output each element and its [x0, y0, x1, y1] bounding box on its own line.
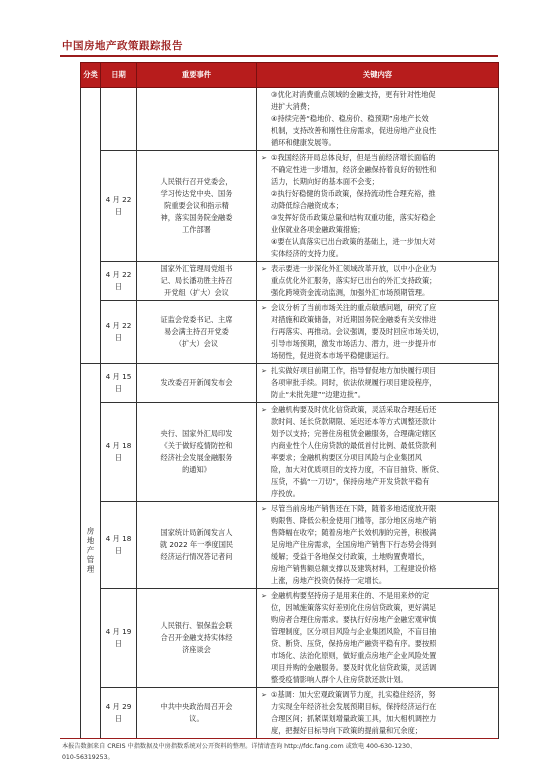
- event-line: 国家外汇管理局党组书: [160, 264, 233, 273]
- content-line: 整受疫情影响人群个人住房贷款还款计划。: [271, 675, 408, 684]
- content-block: [261, 404, 494, 500]
- content-line: ④持续完善“稳地价、稳房价、稳预期”房地产长效: [271, 114, 429, 123]
- content-line: 上涨，房地产投资仍保持一定增长。: [271, 576, 387, 585]
- event-line: 院重要会议和指示精: [164, 201, 229, 210]
- date-cell: 4 月 22 日: [101, 151, 137, 262]
- bullet-arrow-icon: ➢: [261, 367, 267, 375]
- content-line: 款时间、延长贷款期限、延迟还本等方式调整还款计: [271, 417, 437, 426]
- content-line: 引导市场预期，激发市场活力、潜力，进一步提升市: [271, 339, 437, 348]
- content-line: 内商业性个人住房贷款的最低首付比例、最低贷款利: [271, 441, 437, 450]
- content-line: 业保就业各项金融政策措施；: [271, 225, 365, 234]
- category-cell: 房地产管理: [81, 364, 101, 739]
- event-line: 经济运行情况答记者问: [160, 552, 233, 561]
- event-line: 央行、国家外汇局印发: [160, 429, 233, 438]
- content-line: ②执行好稳健的货币政策，保持流动性合理充裕，推: [271, 189, 436, 198]
- content-line: 防止“未批先建”“边建边批”。: [271, 390, 365, 399]
- content-line: 合理区间；抓紧谋划增量政策工具，加大相机调控力: [271, 714, 437, 723]
- content-line: 市场化、法治化原则，做好重点房地产企业风险处置: [271, 651, 437, 660]
- content-line: ①基调：加大宏观政策调节力度，扎实稳住经济，努: [271, 690, 436, 699]
- footer-line: 本报告数据来自 CREIS 中指数据及中房指数系统对公开资料的整理。详情请查询 http://fdc.fang.com 或致电 400-630-1230、: [62, 743, 417, 750]
- content-cell: [257, 502, 499, 589]
- content-line: 管理制度，区分项目风险与企业集团风险，不盲目抽: [271, 627, 437, 636]
- event-line: 国家统计局新闻发言人: [160, 528, 233, 537]
- content-line: 险，加大对优质项目的支持力度，不盲目抽贷、断贷、: [271, 465, 444, 474]
- table-row: [81, 502, 499, 589]
- content-line: 实体经济的支持力度。: [271, 249, 343, 258]
- content-line: 足房地产住房需求，全国房地产销售下行态势会得到: [271, 540, 437, 549]
- table-row: [81, 151, 499, 262]
- event-line: 议。: [189, 714, 204, 723]
- content-cell: [257, 262, 499, 301]
- column-header-event: 重要事件: [137, 63, 257, 88]
- content-line: 度，把握好目标导向下政策的提前量和冗余度；: [271, 726, 422, 735]
- content-cell: [257, 364, 499, 403]
- content-line: 表示要进一步深化外汇领域改革开放，以中小企业为: [271, 264, 437, 273]
- date-cell: [101, 88, 137, 151]
- table-row: [81, 403, 499, 502]
- content-line: 率要求；金融机构要区分项目风险与企业集团风: [271, 453, 422, 462]
- content-line: 金融机构要及时优化信贷政策，灵活采取合理延后还: [271, 405, 437, 414]
- table-header-row: [81, 63, 499, 88]
- content-line: 动降低综合融资成本；: [271, 201, 343, 210]
- bullet-arrow-icon: ➢: [261, 265, 267, 273]
- date-cell: 4 月 15 日: [101, 364, 137, 403]
- column-header-date: 日期: [101, 63, 137, 88]
- event-line: 记、局长潘功胜主持召: [160, 276, 233, 285]
- content-line: 各项审批手续。同时，依法依规履行项目建设程序，: [271, 378, 437, 387]
- column-header-content: 关键内容: [257, 63, 499, 88]
- event-cell: [137, 502, 257, 589]
- table-row: [81, 364, 499, 403]
- content-block: [261, 263, 494, 299]
- event-line: 工作部署: [182, 225, 211, 234]
- event-line: （扩大）会议: [174, 339, 219, 348]
- content-line: 活力，长期向好的基本面不会变；: [271, 177, 379, 186]
- bullet-arrow-icon: ➢: [261, 154, 267, 162]
- bullet-arrow-icon: ➢: [261, 505, 267, 513]
- content-line: 购限售、降低公积金使用门槛等，部分地区房地产销: [271, 516, 437, 525]
- event-line: 人民银行、银保监会联: [160, 621, 233, 630]
- content-cell: [257, 301, 499, 364]
- table-row: [81, 688, 499, 739]
- content-line: 售降幅在收窄；随着房地产长效机制的完善，积极满: [271, 528, 437, 537]
- header-divider: [60, 55, 498, 57]
- content-line: 贷、断贷、压贷，保持房地产融资平稳有序。要按照: [271, 639, 437, 648]
- event-line: 开党组（扩大）会议: [164, 288, 229, 297]
- content-block: [261, 302, 494, 362]
- content-line: 项目并购的金融服务。要及时优化信贷政策，灵活调: [271, 663, 437, 672]
- column-header-category: 分类: [81, 63, 101, 88]
- content-line: 扎实做好项目前期工作，指导督促地方加快履行项目: [271, 366, 437, 375]
- event-cell: [137, 688, 257, 739]
- event-cell: [137, 262, 257, 301]
- content-block: [261, 689, 494, 737]
- event-line: 《关于做好疫情防控和: [160, 441, 233, 450]
- category-cell-empty: [81, 88, 101, 364]
- table-row: [81, 301, 499, 364]
- event-line: 学习传达党中央、国务: [160, 189, 233, 198]
- content-line: 场韧性，促进资本市场平稳健康运行。: [271, 351, 394, 360]
- content-line: 循环和健康发展等。: [271, 138, 336, 147]
- report-title: 中国房地产政策跟踪报告: [62, 40, 183, 52]
- event-line: 神，落实国务院金融委: [160, 213, 233, 222]
- content-line: 对措施和政策储备，对近期国务院金融委有关安排进: [271, 315, 437, 324]
- content-block: [261, 365, 494, 401]
- event-cell: [137, 151, 257, 262]
- date-cell: 4 月 29 日: [101, 688, 137, 739]
- content-line: ④要在认真落实已出台政策的基础上，进一步加大对: [271, 237, 436, 246]
- bullet-arrow-icon: ➢: [261, 406, 267, 414]
- content-line: 力实现全年经济社会发展预期目标，保持经济运行在: [271, 702, 437, 711]
- content-line: 缓解；受益于各地保交付政策，土地购置费增长，: [271, 552, 430, 561]
- date-cell: 4 月 22 日: [101, 262, 137, 301]
- footer-line: 010-56319253。: [62, 754, 114, 761]
- content-line: ③优化对消费重点领域的金融支持，更有针对性地促: [271, 90, 436, 99]
- content-block: [261, 152, 494, 260]
- content-cell: [257, 688, 499, 739]
- content-line: 房地产销售额总额支撑以及建筑材料，工程建设价格: [271, 564, 437, 573]
- event-line: 易会满主持召开党委: [164, 327, 229, 336]
- content-line: 金融机构要坚持房子是用来住的、不是用来炒的定: [271, 591, 430, 600]
- event-line: 人民银行召开党委会，: [160, 177, 233, 186]
- content-line: ①我国经济开局总体良好，但是当前经济增长面临的: [271, 153, 436, 162]
- event-cell: [137, 364, 257, 403]
- content-line: 行再落实、再推动。会议强调，要及时回应市场关切，: [271, 327, 444, 336]
- event-cell: [137, 301, 257, 364]
- event-cell: [137, 589, 257, 688]
- content-line: 重点优化外汇服务，落实好已出台的外汇支持政策；: [271, 276, 437, 285]
- content-cell: [257, 151, 499, 262]
- content-line: 位，因城施策落实好差别化住房信贷政策，更好满足: [271, 603, 437, 612]
- content-cell: [257, 403, 499, 502]
- content-line: 不确定性进一步增加，经济金融保持着良好的韧性和: [271, 165, 437, 174]
- footer-note: [62, 741, 502, 763]
- table-row: [81, 262, 499, 301]
- content-block: [261, 590, 494, 686]
- event-line: 证监会党委书记、主席: [160, 315, 233, 324]
- bullet-arrow-icon: ➢: [261, 304, 267, 312]
- content-line: 压贷，不搞“一刀切”，保持房地产开发贷款平稳有: [271, 477, 430, 486]
- event-line: 合召开金融支持实体经: [160, 633, 233, 642]
- content-line: 购房者合理住房需求。要执行好房地产金融宏观审慎: [271, 615, 437, 624]
- content-line: 尽管当前房地产销售还在下降，随着多地适度放开限: [271, 504, 437, 513]
- bullet-arrow-icon: ➢: [261, 592, 267, 600]
- event-line: 就 2022 年一季度国民: [159, 540, 234, 549]
- date-cell: 4 月 18 日: [101, 502, 137, 589]
- content-line: 会议分析了当前市场关注的重点敏感问题，研究了应: [271, 303, 437, 312]
- content-block: [261, 503, 494, 587]
- event-cell: [137, 403, 257, 502]
- date-cell: 4 月 19 日: [101, 589, 137, 688]
- content-line: 强化跨境资金流动监测，加强外汇市场预期管理。: [271, 288, 430, 297]
- content-cell: [257, 88, 499, 151]
- table-row: [81, 88, 499, 151]
- event-line: 发改委召开新闻发布会: [160, 378, 233, 387]
- event-line: 经济社会发展金融服务: [160, 453, 233, 462]
- date-cell: 4 月 22 日: [101, 301, 137, 364]
- table-row: [81, 589, 499, 688]
- content-cell: [257, 589, 499, 688]
- content-line: 划予以支持；完善住房租赁金融服务，合理确定辖区: [271, 429, 437, 438]
- bullet-arrow-icon: ➢: [261, 691, 267, 699]
- content-line: 序投放。: [271, 489, 300, 498]
- content-line: 进扩大消费；: [271, 102, 315, 111]
- content-line: ③发挥好货币政策总量和结构双重功能，落实好稳企: [271, 213, 436, 222]
- event-line: 的通知》: [182, 465, 211, 474]
- policy-table: [80, 62, 499, 739]
- content-block: [261, 89, 494, 149]
- content-line: 机制，支持改善和刚性住房需求，促进房地产业良性: [271, 126, 437, 135]
- event-line: 中共中央政治局召开会: [160, 702, 233, 711]
- footer-divider: [60, 738, 498, 739]
- event-line: 济座谈会: [182, 645, 211, 654]
- event-cell: [137, 88, 257, 151]
- date-cell: 4 月 18 日: [101, 403, 137, 502]
